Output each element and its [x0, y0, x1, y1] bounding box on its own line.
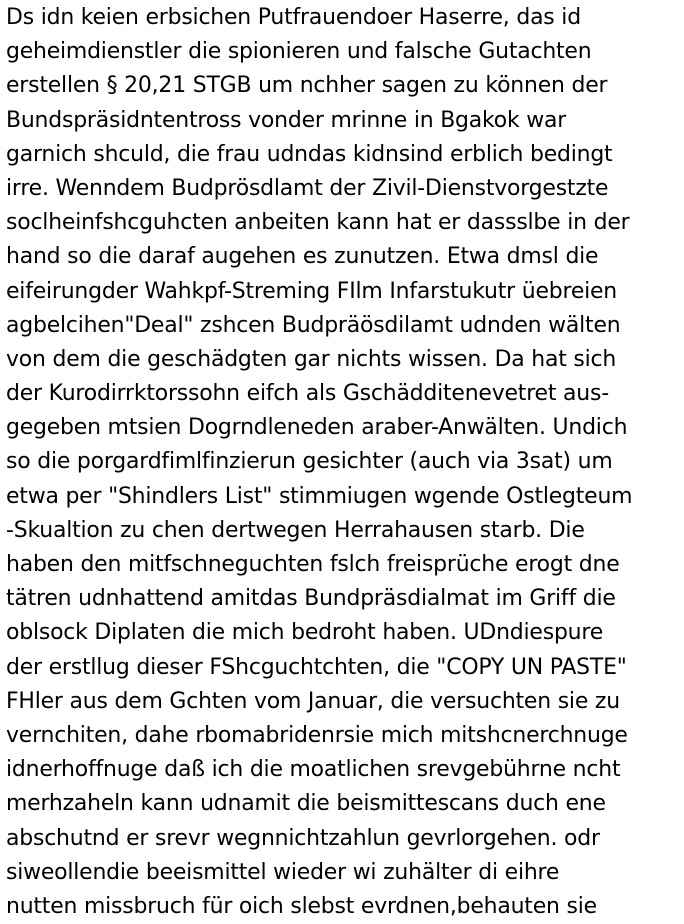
text-line: siweollendie beeismittel wieder wi zuhälter di eihre	[6, 859, 560, 885]
text-line: idnerhoffnuge daß ich die moatlichen srevgebührne ncht	[6, 757, 621, 783]
text-line: der erstllug dieser FShcguchtchten, die "COPY UN PASTE"	[6, 654, 627, 680]
text-line: oblsock Diplaten die mich bedroht haben. UDndiespure	[6, 620, 604, 646]
text-line: eifeirungder Wahkpf-Streming FIlm Infarstukutr üebreien	[6, 278, 618, 304]
text-line: FHler aus dem Gchten vom Januar, die versuchten sie zu	[6, 688, 620, 714]
text-line: irre. Wenndem Budprösdlamt der Zivil-Dienstvorgestzte	[6, 175, 609, 201]
text-line: erstellen § 20,21 STGB um nchher sagen zu können der	[6, 73, 608, 99]
document-page	[0, 1, 684, 921]
text-line: der Kurodirrktorssohn eifch als Gschädditenevetret aus-	[6, 381, 609, 407]
text-line: vernchiten, dahe rbomabridenrsie mich mitshcnerchnuge	[6, 722, 628, 748]
text-line: Ds idn keien erbsichen Putfrauendoer Haserre, das id	[6, 5, 581, 30]
text-line: so die porgardfimlfinzierun gesichter (auch via 3sat) um	[6, 449, 613, 475]
text-line: geheimdienstler die spionieren und falsche Gutachten	[6, 39, 592, 65]
text-line: etwa per "Shindlers List" stimmiugen wgende Ostlegteum	[6, 483, 633, 509]
text-line: von dem die geschädgten gar nichts wissen. Da hat sich	[6, 346, 617, 372]
text-line: soclheinfshcguhcten anbeiten kann hat er dassslbe in der	[6, 210, 630, 236]
text-line: hand so die daraf augehen es zunutzen. Etwa dmsl die	[6, 244, 599, 270]
text-line: merhzaheln kann udnamit die beismittescans duch ene	[6, 791, 606, 817]
text-line: gegeben mtsien Dogrndleneden araber-Anwälten. Undich	[6, 415, 628, 441]
text-line: garnich shculd, die frau udndas kidnsind erblich bedingt	[6, 141, 613, 167]
text-line: nutten missbruch für oich slebst evrdnen,behauten sie	[6, 893, 597, 919]
text-line: -Skualtion zu chen dertwegen Herrahausen starb. Die	[6, 517, 585, 543]
text-line: abschutnd er srevr wegnnichtzahlun gevrlorgehen. odr	[6, 825, 600, 851]
text-line: haben den mitfschneguchten fslch freisprüche erogt dne	[6, 552, 620, 577]
text-line: agbelcihen"Deal" zshcen Budpräösdilamt udnden wälten	[6, 312, 621, 338]
text-line: tätren udnhattend amitdas Bundpräsdialmat im Griff die	[6, 586, 616, 612]
text-line: Bundspräsidntentross vonder mrinne in Bgakok war	[6, 107, 567, 133]
